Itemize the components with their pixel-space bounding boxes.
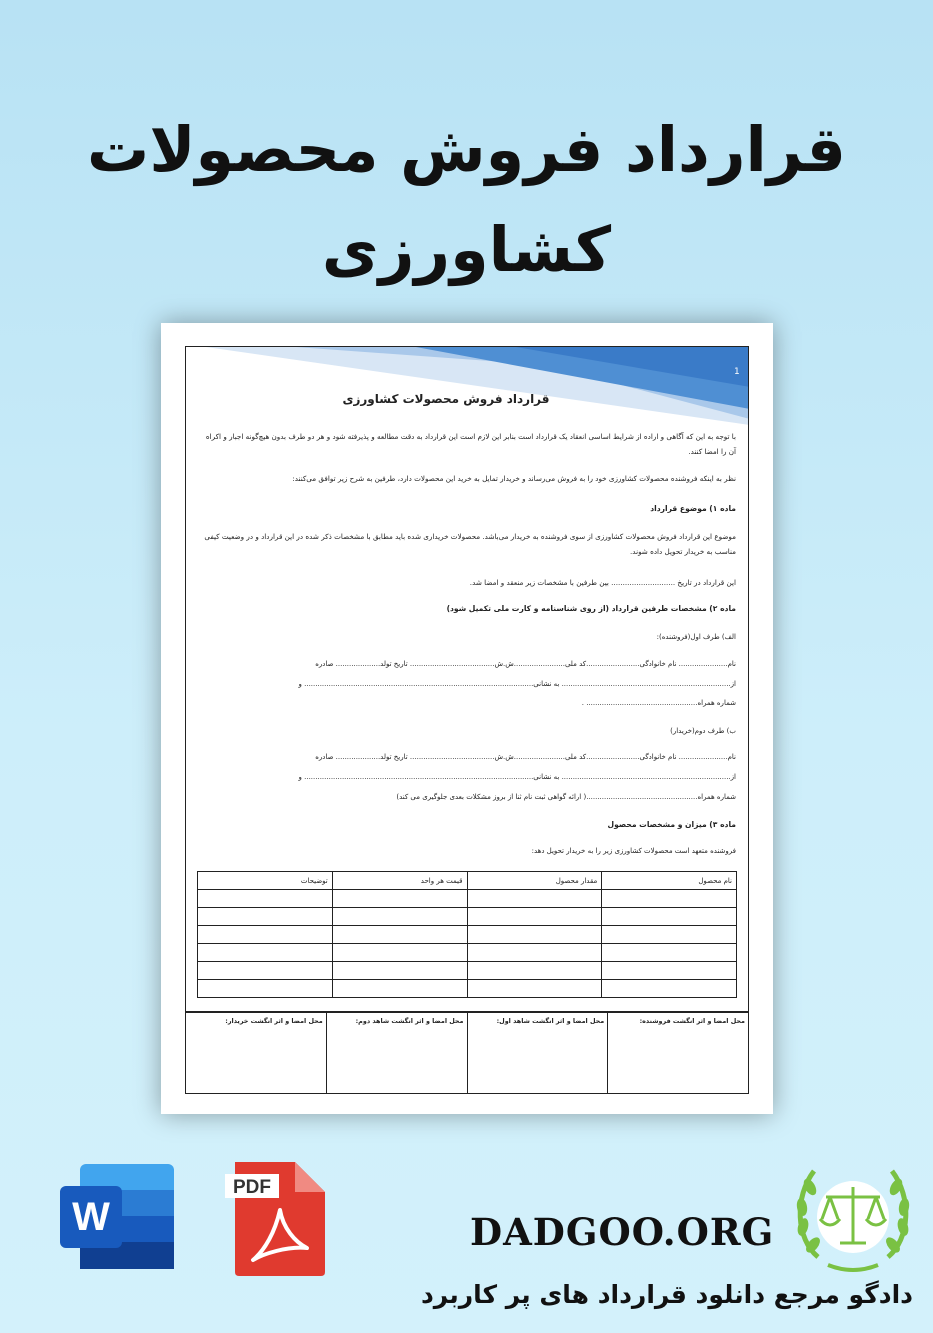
document-title: قرارداد فروش محصولات کشاورزی bbox=[342, 392, 550, 406]
signature-cell-seller: محل امضا و اثر انگشت فروشنده: bbox=[607, 1013, 748, 1093]
document-frame bbox=[185, 346, 749, 1094]
word-letter: W bbox=[72, 1195, 110, 1239]
preamble-paragraph: نظر به اینکه فروشنده محصولات کشاورزی خود را به فروش می‌رساند و خریدار تمایل به خرید این محصولات دارد، طرفین به شرح زیر توافق می‌کنند: bbox=[292, 474, 736, 483]
table-cell bbox=[198, 980, 333, 998]
page-number: 1 bbox=[734, 367, 740, 377]
party-a-line-2: از............................................................................ به نشانی....................................................................................................... و bbox=[298, 680, 736, 688]
date-line: این قرارداد در تاریخ ............................ بین طرفین با مشخصات زیر منعقد و امضا شد. bbox=[469, 578, 736, 587]
table-cell bbox=[332, 890, 467, 908]
page-title: قرارداد فروش محصولات کشاورزی bbox=[87, 113, 846, 286]
table-header-cell: نام محصول bbox=[602, 872, 737, 890]
table-cell bbox=[467, 890, 602, 908]
table-cell bbox=[198, 962, 333, 980]
table-cell bbox=[602, 944, 737, 962]
table-cell bbox=[332, 926, 467, 944]
party-b-line-3: شماره همراه..................................................( ارائه گواهی ثبت نام ثنا از بروز مشکلات بعدی جلوگیری می کند) bbox=[396, 793, 736, 801]
table-cell bbox=[332, 962, 467, 980]
intro-paragraph: با توجه به این که آگاهی و اراده از شرایط اساسی انعقاد یک قرارداد است بنابر این لازم است این قرارداد به دقت مطالعه و پذیرفته شود و هر دو طرف بدون هیچ‌گونه اجبار و اکراه آن را امضا کنند. bbox=[205, 432, 736, 456]
table-row bbox=[198, 980, 737, 998]
article-3-title: ماده ۳) میزان و مشخصات محصول bbox=[607, 820, 736, 829]
table-cell bbox=[602, 908, 737, 926]
pdf-icon bbox=[225, 1160, 327, 1278]
table-cell bbox=[602, 962, 737, 980]
table-row bbox=[198, 890, 737, 908]
table-cell bbox=[602, 890, 737, 908]
table-cell bbox=[332, 980, 467, 998]
table-cell bbox=[602, 926, 737, 944]
article-3-body: فروشنده متعهد است محصولات کشاورزی زیر را به خریدار تحویل دهد: bbox=[531, 847, 736, 855]
table-cell bbox=[198, 908, 333, 926]
table-cell bbox=[198, 926, 333, 944]
table-cell bbox=[332, 944, 467, 962]
slogan: دادگو مرجع دانلود قرارداد های پر کاربرد bbox=[420, 1280, 913, 1309]
table-cell bbox=[467, 926, 602, 944]
table-cell bbox=[602, 980, 737, 998]
table-cell bbox=[467, 980, 602, 998]
party-b-line-1: نام...................... نام خانوادگی........................کد ملی.......................ش.ش...................................... تاریخ تولد.................... صادره bbox=[315, 753, 736, 761]
table-row bbox=[198, 926, 737, 944]
signature-cell-buyer: محل امضا و اثر انگشت خریدار: bbox=[225, 1017, 323, 1025]
header-banner bbox=[186, 347, 749, 427]
signature-cell-witness-2: محل امضا و اثر انگشت شاهد دوم: bbox=[326, 1013, 467, 1093]
table-cell bbox=[467, 908, 602, 926]
table-row bbox=[198, 944, 737, 962]
table-header-cell: قیمت هر واحد bbox=[332, 872, 467, 890]
party-a-label: الف) طرف اول(فروشنده): bbox=[656, 633, 736, 641]
party-b-label: ب) طرف دوم(خریدار) bbox=[670, 727, 736, 735]
table-cell bbox=[467, 962, 602, 980]
table-cell bbox=[467, 944, 602, 962]
table-cell bbox=[198, 890, 333, 908]
document-preview bbox=[161, 323, 773, 1114]
word-icon bbox=[58, 1160, 176, 1273]
table-row bbox=[198, 908, 737, 926]
signature-cell-witness-1: محل امضا و اثر انگشت شاهد اول: bbox=[467, 1013, 608, 1093]
pdf-label: PDF bbox=[233, 1177, 271, 1198]
products-table bbox=[197, 871, 737, 998]
party-a-line-1: نام...................... نام خانوادگی........................کد ملی.......................ش.ش...................................... تاریخ تولد.................... صادره bbox=[315, 660, 736, 668]
table-header-cell: مقدار محصول bbox=[467, 872, 602, 890]
signature-table bbox=[186, 1011, 748, 1093]
article-2-title: ماده ۲) مشخصات طرفین قرارداد (از روی شناسنامه و کارت ملی تکمیل شود) bbox=[446, 604, 736, 613]
site-name: DADGOO.ORG bbox=[470, 1210, 775, 1254]
table-row bbox=[198, 962, 737, 980]
article-1-title: ماده ۱) موضوع قرارداد bbox=[650, 504, 736, 513]
table-cell bbox=[198, 944, 333, 962]
party-a-line-3: شماره همراه.................................................. . bbox=[581, 699, 736, 707]
table-header-cell: توضیحات bbox=[198, 872, 333, 890]
table-cell bbox=[332, 908, 467, 926]
party-b-line-2: از............................................................................ به نشانی....................................................................................................... و bbox=[298, 773, 736, 781]
article-1-body: موضوع این قرارداد فروش محصولات کشاورزی از سوی فروشنده به خریدار می‌باشد. محصولات خریداری شده باید مطابق با مشخصات ذکر شده در این قرارداد و در وضعیت کیفی مناسب به خریدار تحویل داده شوند. bbox=[204, 532, 736, 556]
scales-of-justice-icon bbox=[788, 1157, 918, 1277]
table-header-row bbox=[198, 872, 737, 890]
